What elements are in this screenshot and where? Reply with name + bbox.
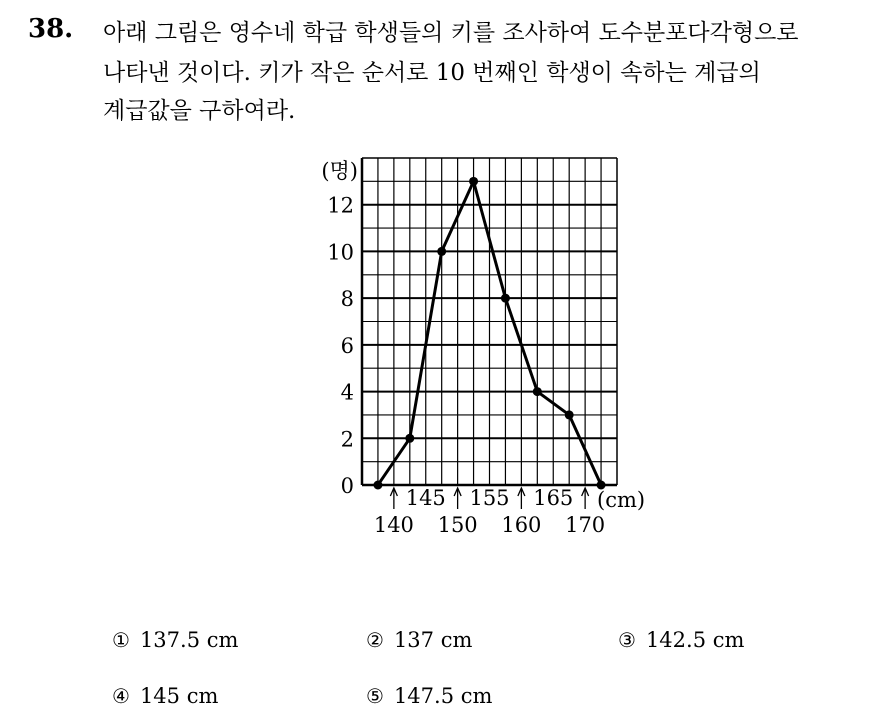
question-line-1: 아래 그림은 영수네 학급 학생들의 키를 조사하여 도수분포다각형으로 [103,20,799,46]
choice-3-text: 142.5 cm [645,628,745,652]
x-tick-label-upper: 145 [405,486,446,510]
data-point [373,481,382,490]
choice-5[interactable] [366,684,492,708]
y-tick-label: 6 [340,333,354,358]
x-tick-label-lower: 140 [373,513,414,537]
choice-5-text: 147.5 cm [393,684,493,708]
y-tick-label: 2 [340,427,354,452]
choice-2-marker: ② [366,628,384,652]
choice-2-text: 137 cm [393,628,473,652]
data-point [405,434,414,443]
x-tick-label-upper: 155 [469,486,510,510]
y-tick-label: 4 [340,380,354,405]
data-point [501,294,510,303]
x-tick-label-upper: 165 [533,486,574,510]
x-tick-label-lower: 170 [565,513,606,537]
x-tick-label-lower: 150 [437,513,478,537]
choice-4-marker: ④ [112,684,130,708]
y-axis-label: (명) [321,159,358,183]
choice-4-text: 145 cm [139,684,219,708]
choice-5-marker: ⑤ [366,684,384,708]
question-line-2: 나타낸 것이다. 키가 작은 순서로 10 번째인 학생이 속하는 계급의 [103,60,761,86]
choice-3-marker: ③ [618,628,636,652]
choice-3[interactable] [618,628,744,652]
question-line-3: 계급값을 구하여라. [103,98,296,124]
data-point [437,247,446,256]
x-tick-label-lower: 160 [501,513,542,537]
choice-4[interactable] [112,684,218,708]
x-axis-label: (cm) [597,488,646,512]
data-point [469,177,478,186]
y-tick-label: 12 [327,193,354,218]
choice-2[interactable] [366,628,472,652]
choice-1-marker: ① [112,628,130,652]
data-point [533,387,542,396]
y-tick-label: 10 [327,240,354,265]
data-point [565,410,574,419]
choice-1-text: 137.5 cm [139,628,239,652]
y-tick-label: 0 [340,474,354,498]
y-tick-label: 8 [340,287,354,312]
question-number: 38. [28,14,74,44]
choice-1[interactable] [112,628,238,652]
